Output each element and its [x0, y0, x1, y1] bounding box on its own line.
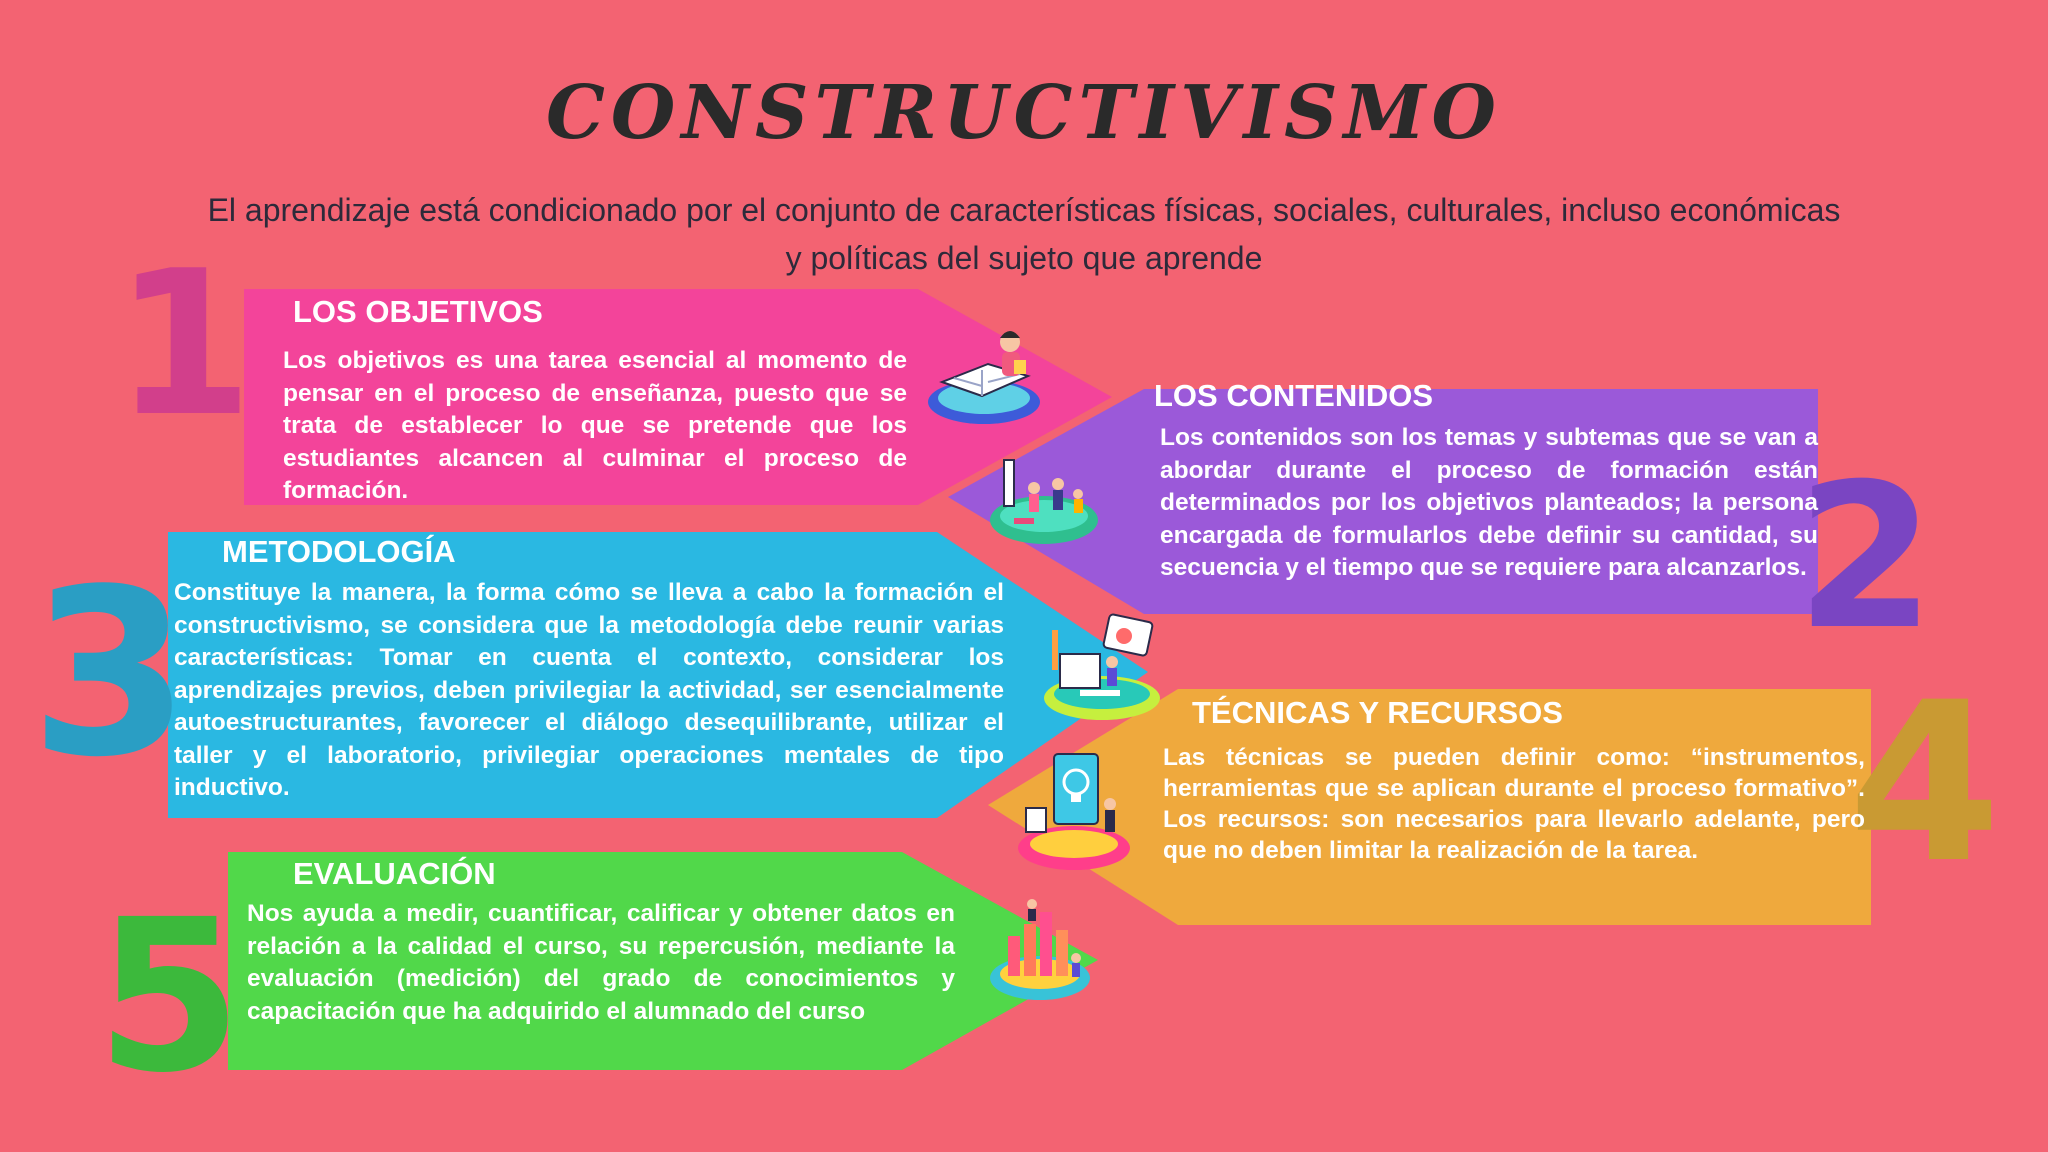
- tecnicas-heading: TÉCNICAS Y RECURSOS: [1192, 695, 1563, 730]
- evaluacion-heading: EVALUACIÓN: [293, 856, 496, 891]
- page-title: CONSTRUCTIVISMO: [546, 70, 1502, 156]
- evaluacion-text: Nos ayuda a medir, cuantificar, calificar y obtener datos en relación a la calidad el curso, su repercusión, mediante la evaluación (medición) del grado de conocimientos y capacitación que ha adquirido el alumnado del curso: [247, 900, 955, 1025]
- bar-chart-illustration: [988, 896, 1098, 1006]
- metodologia-heading: METODOLOGÍA: [222, 534, 456, 569]
- contenidos-text: Los contenidos son los temas y subtemas que se van a abordar durante el proceso de formación están determinados por los objetivos planteados; la persona encargada de formularlos debe definir su cantidad, su secuencia y el tiempo que se requiere para alcanzarlos.: [1160, 424, 1818, 581]
- section-number-2: 2: [1796, 441, 1936, 674]
- objetivos-text: Los objetivos es una tarea esencial al momento de pensar en el proceso de enseñanza, puesto que se trata de establecer lo que se pretende que los estudiantes alcancen al culminar el proceso de formación.: [283, 347, 907, 504]
- section-number-5: 5: [96, 874, 243, 1119]
- section-number-3: 3: [30, 541, 191, 808]
- section-number-4: 4: [1848, 655, 2002, 911]
- contenidos-heading: LOS CONTENIDOS: [1154, 378, 1434, 413]
- metodologia-text: Constituye la manera, la forma cómo se lleva a cabo la formación el constructivismo, se considera que la metodología debe reunir varias características: Tomar en cuenta el contexto, considerar los aprendizajes previos, deben privilegiar la actividad, ser esencialmente autoestructurantes, favorecer el diálogo desequilibrante, utilizar el taller y el laboratorio, privilegiar operaciones mentales de tipo inductivo.: [174, 579, 1004, 801]
- tecnicas-text: Las técnicas se pueden definir como: “instrumentos, herramientas que se aplican durante el proceso formativo”. Los recursos: son necesarios para llevarlo adelante, pero que no deben limitar la realización de la tarea.: [1163, 744, 1865, 864]
- subtitle: El aprendizaje está condicionado por el conjunto de características físicas, sociales, culturales, incluso económicas y políticas del sujeto que aprende: [207, 192, 1841, 276]
- team-platform-illustration: [984, 440, 1104, 550]
- workshop-tools-illustration: [1040, 606, 1165, 726]
- lightbulb-idea-illustration: [1014, 748, 1139, 873]
- objetivos-heading: LOS OBJETIVOS: [293, 294, 543, 329]
- section-number-1: 1: [114, 228, 254, 461]
- reading-book-illustration: [924, 320, 1054, 430]
